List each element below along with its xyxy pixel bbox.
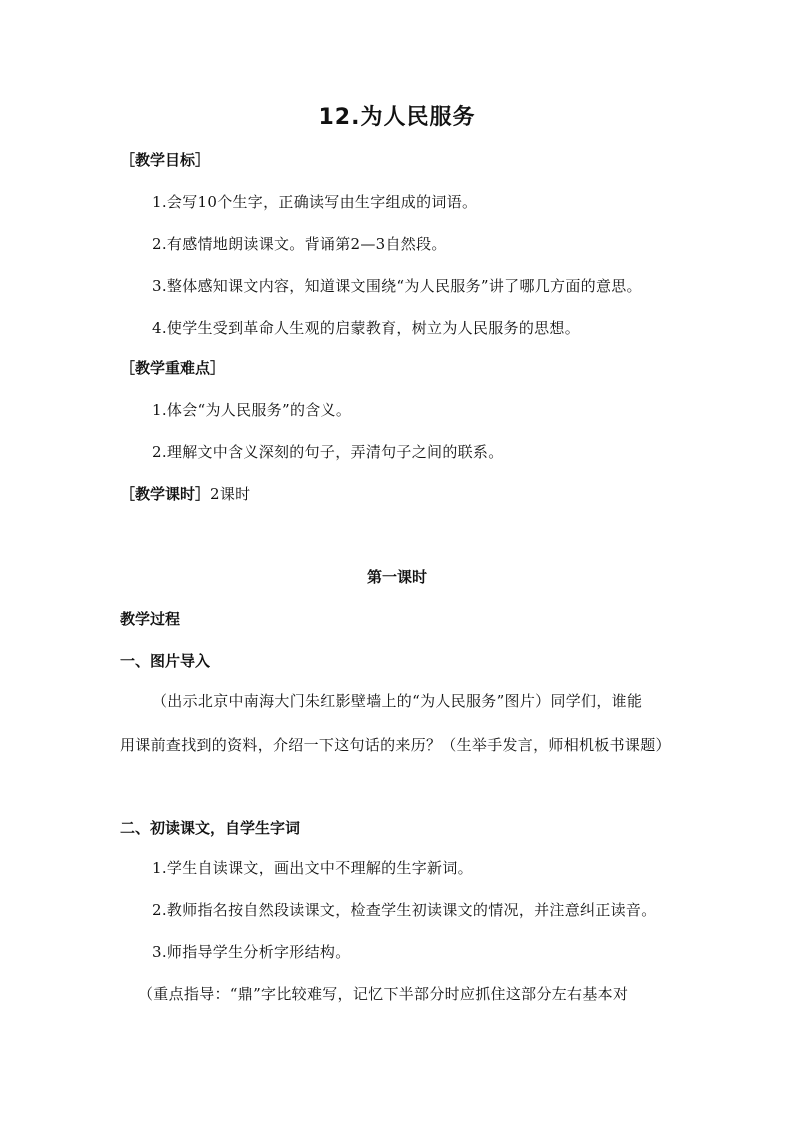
keypoint-item: 2.理解文中含义深刻的句子，弄清句子之间的联系。: [152, 443, 504, 461]
section2-item: 3.师指导学生分析字形结构。: [152, 943, 351, 961]
hours-line: [120, 484, 250, 504]
section1-paragraph-line: 用课前查找到的资料，介绍一下这句话的来历？（生举手发言，师相机板书课题）: [120, 736, 671, 754]
objective-item: 2.有感情地朗读课文。背诵第2—3自然段。: [152, 235, 447, 253]
objectives-heading: ［教学目标］: [120, 151, 211, 169]
section2-item: 1.学生自读课文，画出文中不理解的生字新词。: [152, 859, 473, 877]
process-heading: 教学过程: [120, 610, 181, 628]
keypoint-item: 1.体会“为人民服务”的含义。: [152, 401, 352, 419]
objective-item: 1.会写10个生字，正确读写由生字组成的词语。: [152, 193, 478, 211]
section1-heading: 一、图片导入: [120, 652, 211, 670]
section2-item: 2.教师指名按自然段读课文，检查学生初读课文的情况，并注意纠正读音。: [152, 901, 657, 919]
keypoints-heading: ［教学重难点］: [120, 359, 226, 377]
objective-item: 3.整体感知课文内容，知道课文围绕“为人民服务”讲了哪几方面的意思。: [152, 277, 642, 295]
document-title: 12.为人民服务: [318, 105, 476, 130]
lesson-title: 第一课时: [366, 568, 427, 586]
section2-heading: 二、初读课文，自学生字词: [120, 819, 301, 837]
objective-item: 4.使学生受到革命人生观的启蒙教育，树立为人民服务的思想。: [152, 319, 581, 337]
section1-paragraph-line: （出示北京中南海大门朱红影壁墙上的“为人民服务”图片）同学们，谁能: [152, 692, 643, 710]
hours-heading: ［教学课时］: [120, 485, 211, 503]
section2-note: （重点指导：“鼎”字比较难写，记忆下半部分时应抓住这部分左右基本对: [138, 985, 629, 1003]
hours-value: 2课时: [210, 485, 251, 503]
